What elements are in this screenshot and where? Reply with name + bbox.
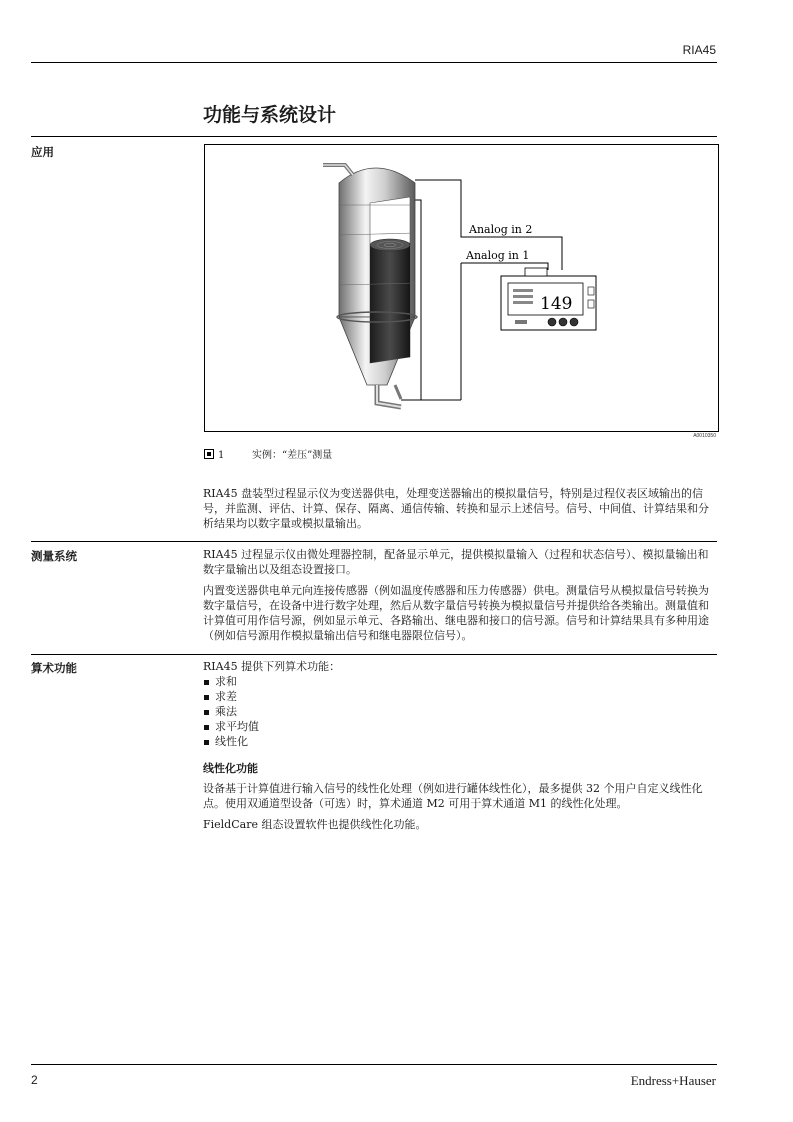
page-title: 功能与系统设计 bbox=[203, 104, 337, 126]
linearization-paragraph: 设备基于计算值进行输入信号的线性化处理（例如进行罐体线性化），最多提供 32 个用户自定义线性化点。使用双通道型设备（可选）时，算术通道 M2 可用于算术通道 M1 的线性化处理。 bbox=[203, 782, 703, 810]
section-rule-application bbox=[31, 136, 717, 137]
figure-code: A0010350 bbox=[693, 433, 716, 439]
math-functions-block bbox=[203, 659, 718, 749]
linearization-heading: 线性化功能 bbox=[203, 762, 258, 775]
list-item: 线性化 bbox=[203, 734, 718, 749]
list-item: 求差 bbox=[203, 689, 718, 704]
list-item: 求平均值 bbox=[203, 719, 718, 734]
fieldcare-paragraph: FieldCare 组态设置软件也提供线性化功能。 bbox=[203, 818, 427, 831]
footer-rule bbox=[31, 1064, 717, 1065]
figure-number: 1 bbox=[218, 450, 225, 461]
side-heading-measuring-system: 测量系统 bbox=[31, 549, 77, 563]
section-rule-math-functions bbox=[31, 654, 717, 655]
list-item: 乘法 bbox=[203, 704, 718, 719]
figure-icon bbox=[204, 449, 214, 459]
figure-caption bbox=[204, 446, 332, 461]
math-functions-intro: RIA45 提供下列算术功能： bbox=[203, 660, 341, 673]
figure-caption-text: 实例：“差压”测量 bbox=[252, 450, 333, 461]
measuring-system-paragraph-2: 内置变送器供电单元向连接传感器（例如温度传感器和压力传感器）供电。测量信号从模拟量信号转换为数字量信号，在设备中进行数字处理，然后从数字量信号转换为模拟量信号并提供给各类输出。测量值和计算值可用作信号源，例如显示单元、各路输出、继电器和接口的信号源。信号和计算结果具有多种用途（例如信号源用作模拟量输出信号和继电器限位信号）。 bbox=[203, 584, 709, 642]
side-heading-math-functions: 算术功能 bbox=[31, 661, 77, 675]
page-number: 2 bbox=[31, 1073, 38, 1087]
label-analog-in-2: Analog in 2 bbox=[469, 223, 533, 236]
application-description: RIA45 盘装型过程显示仪为变送器供电，处理变送器输出的模拟量信号，特别是过程仪表区域输出的信号，并监测、评估、计算、保存、隔离、通信传输、转换和显示上述信号。信号、中间值、计算结果和分析结果均以数字量或模拟量输出。 bbox=[203, 487, 709, 530]
list-item: 求和 bbox=[203, 674, 718, 689]
ria45-display-device bbox=[501, 268, 596, 330]
tank bbox=[323, 165, 417, 407]
document-code: RIA45 bbox=[682, 43, 716, 57]
tank-display-illustration bbox=[205, 145, 718, 431]
brand-name: Endress+Hauser bbox=[630, 1073, 716, 1088]
side-heading-application: 应用 bbox=[31, 145, 54, 159]
header-rule bbox=[31, 62, 717, 63]
label-analog-in-1: Analog in 1 bbox=[466, 249, 530, 262]
measuring-system-paragraph-1: RIA45 过程显示仪由微处理器控制，配备显示单元，提供模拟量输入（过程和状态信号）、模拟量输出和数字量输出以及组态设置接口。 bbox=[203, 548, 709, 576]
section-rule-measuring-system bbox=[31, 541, 717, 542]
display-readout: 149 bbox=[540, 294, 573, 314]
math-functions-list bbox=[203, 674, 718, 749]
figure-application-example bbox=[204, 144, 719, 432]
